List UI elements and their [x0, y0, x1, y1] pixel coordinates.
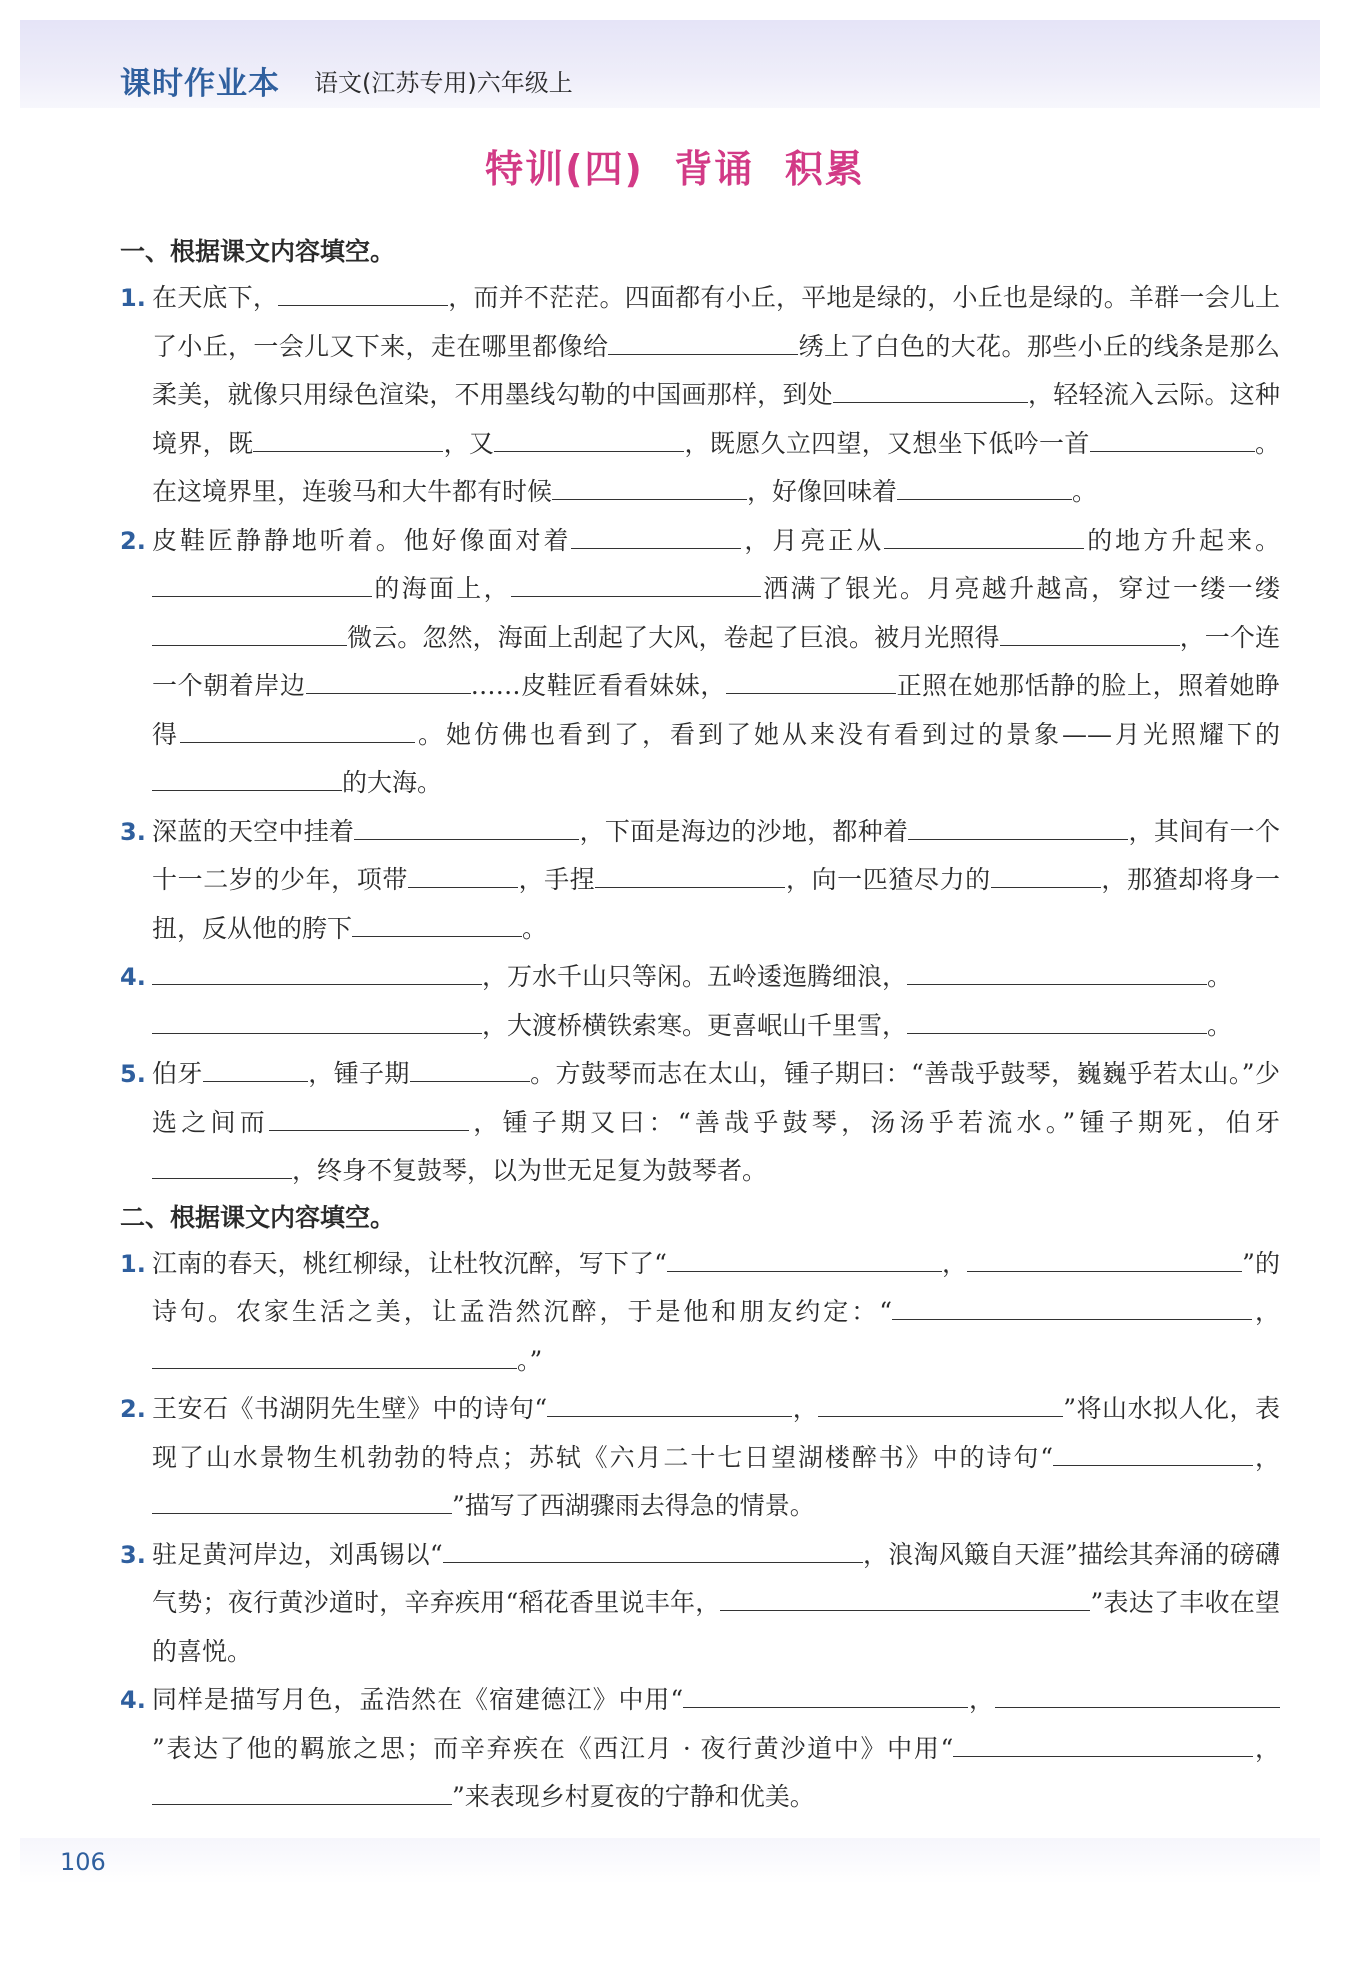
answer-blank[interactable]	[180, 712, 415, 743]
question-1-5	[120, 1050, 1280, 1196]
answer-blank[interactable]	[1090, 421, 1255, 452]
page-number: 106	[60, 1848, 106, 1876]
answer-blank[interactable]	[953, 1726, 1253, 1757]
answer-blank[interactable]	[203, 1051, 308, 1082]
answer-blank[interactable]	[818, 1386, 1063, 1417]
question-2-2	[120, 1385, 1280, 1531]
question-1-4	[120, 953, 1280, 1050]
answer-blank[interactable]	[667, 1241, 942, 1272]
answer-blank[interactable]	[608, 324, 798, 355]
question-text: 在天底下， ，而并不茫茫。四面都有小丘，平地是绿的，小丘也是绿的。羊群一会儿上了小丘，一会儿又下来，走在哪里都像给 绣上了白色的大花。那些小丘的线条是那么柔美，就像只用绿色渲染，不用墨线勾勒的中国画那样，到处 ，轻轻流入云际。这种境界，既 ，又 ，既愿久立四望，又想坐下低吟一首 。在这境界里，连骏马和大牛都有时候 ，好像回味着 。	[152, 274, 1280, 517]
answer-blank[interactable]	[897, 469, 1072, 500]
answer-blank[interactable]	[1000, 615, 1180, 646]
question-number: 1.	[120, 1249, 146, 1278]
answer-blank[interactable]	[152, 1483, 452, 1514]
answer-blank[interactable]	[408, 857, 518, 888]
question-number: 2.	[120, 1395, 146, 1423]
answer-blank[interactable]	[253, 421, 443, 452]
answer-blank[interactable]	[547, 1386, 792, 1417]
answer-blank[interactable]	[683, 1677, 968, 1708]
answer-blank[interactable]	[908, 809, 1128, 840]
question-number: 5.	[120, 1060, 146, 1088]
question-text: 伯牙 ，锺子期 。方鼓琴而志在太山，锺子期曰：“善哉乎鼓琴，巍巍乎若太山。”少选之间而 ，锺子期又曰：“善哉乎鼓琴，汤汤乎若流水。”锺子期死，伯牙，终身不复鼓琴，以为世无足复为鼓琴者。	[152, 1050, 1280, 1196]
answer-blank[interactable]	[907, 954, 1207, 985]
answer-blank[interactable]	[152, 760, 342, 791]
question-number: 4.	[120, 963, 146, 991]
question-2-3	[120, 1531, 1280, 1677]
answer-blank[interactable]	[884, 518, 1084, 549]
worksheet-content	[120, 230, 1280, 1822]
question-2-1	[120, 1240, 1280, 1386]
question-text: 皮鞋匠静静地听着。他好像面对着 ，月亮正从 的地方升起来。的海面上， 洒满了银光。月亮越升越高，穿过一缕一缕微云。忽然，海面上刮起了大风，卷起了巨浪。被月光照得 ，一个连一个朝着岸边 ……皮鞋匠看看妹妹， 正照在她那恬静的脸上，照着她睁得 。她仿佛也看到了，看到了她从来没有看到过的景象——月光照耀下的的大海。	[152, 517, 1280, 808]
answer-blank[interactable]	[494, 421, 684, 452]
answer-blank[interactable]	[726, 663, 896, 694]
answer-blank[interactable]	[152, 1003, 482, 1034]
section-2-heading: 二、根据课文内容填空。	[120, 1202, 396, 1232]
answer-blank[interactable]	[833, 372, 1028, 403]
answer-blank[interactable]	[892, 1289, 1252, 1320]
answer-blank[interactable]	[443, 1532, 863, 1563]
answer-blank[interactable]	[995, 1677, 1280, 1708]
answer-blank[interactable]	[352, 906, 522, 937]
question-number: 4.	[120, 1686, 146, 1714]
answer-blank[interactable]	[152, 615, 347, 646]
answer-blank[interactable]	[595, 857, 785, 888]
question-1-3	[120, 808, 1280, 954]
question-text: 同样是描写月色，孟浩然在《宿建德江》中用“ ，”表达了他的羁旅之思；而辛弃疾在《西江月 · 夜行黄沙道中》中用“ ，”来表现乡村夏夜的宁静和优美。	[152, 1676, 1280, 1822]
section-1-heading: 一、根据课文内容填空。	[120, 237, 396, 266]
question-text: 王安石《书湖阴先生壁》中的诗句“ ， ”将山水拟人化，表现了山水景物生机勃勃的特点；苏轼《六月二十七日望湖楼醉书》中的诗句“ ，”描写了西湖骤雨去得急的情景。	[152, 1385, 1280, 1531]
question-number: 3.	[120, 817, 146, 846]
answer-blank[interactable]	[991, 857, 1101, 888]
question-text: 深蓝的天空中挂着 ，下面是海边的沙地，都种着 ，其间有一个十一二岁的少年，项带 ，手捏 ，向一匹猹尽力的 ，那猹却将身一扭，反从他的胯下 。	[152, 808, 1280, 954]
brand-title: 课时作业本	[120, 66, 280, 102]
subject-label: 语文(江苏专用)六年级上	[314, 69, 573, 97]
question-text: 江南的春天，桃红柳绿，让杜牧沉醉，写下了“ ， ”的诗句。农家生活之美，让孟浩然沉醉，于是他和朋友约定：“ ，。”	[152, 1240, 1280, 1386]
answer-blank[interactable]	[907, 1003, 1207, 1034]
answer-blank[interactable]	[511, 566, 761, 597]
question-1-1	[120, 274, 1280, 517]
answer-blank[interactable]	[152, 1774, 452, 1805]
question-number: 2.	[120, 526, 146, 555]
answer-blank[interactable]	[152, 1338, 517, 1369]
answer-blank[interactable]	[278, 275, 448, 306]
answer-blank[interactable]	[967, 1241, 1242, 1272]
answer-blank[interactable]	[552, 469, 747, 500]
answer-blank[interactable]	[720, 1580, 1090, 1611]
question-text: 驻足黄河岸边，刘禹锡以“ ，浪淘风簸自天涯”描绘其奔涌的磅礴气势；夜行黄沙道时，辛弃疾用“稻花香里说丰年， ”表达了丰收在望的喜悦。	[152, 1531, 1280, 1677]
page-title: 特训(四) 背诵 积累	[485, 147, 865, 191]
answer-blank[interactable]	[410, 1051, 530, 1082]
answer-blank[interactable]	[152, 566, 372, 597]
answer-blank[interactable]	[269, 1100, 469, 1131]
answer-blank[interactable]	[152, 954, 482, 985]
footer-band	[20, 1838, 1320, 1884]
answer-blank[interactable]	[354, 809, 579, 840]
question-2-4	[120, 1676, 1280, 1822]
question-number: 3.	[120, 1540, 146, 1569]
answer-blank[interactable]	[152, 1148, 292, 1179]
question-number: 1.	[120, 284, 146, 312]
answer-blank[interactable]	[1053, 1435, 1253, 1466]
answer-blank[interactable]	[306, 663, 471, 694]
question-1-2	[120, 517, 1280, 808]
question-text: ，万水千山只等闲。五岭逶迤腾细浪， 。 ，大渡桥横铁索寒。更喜岷山千里雪， 。	[152, 953, 1280, 1050]
answer-blank[interactable]	[571, 518, 741, 549]
